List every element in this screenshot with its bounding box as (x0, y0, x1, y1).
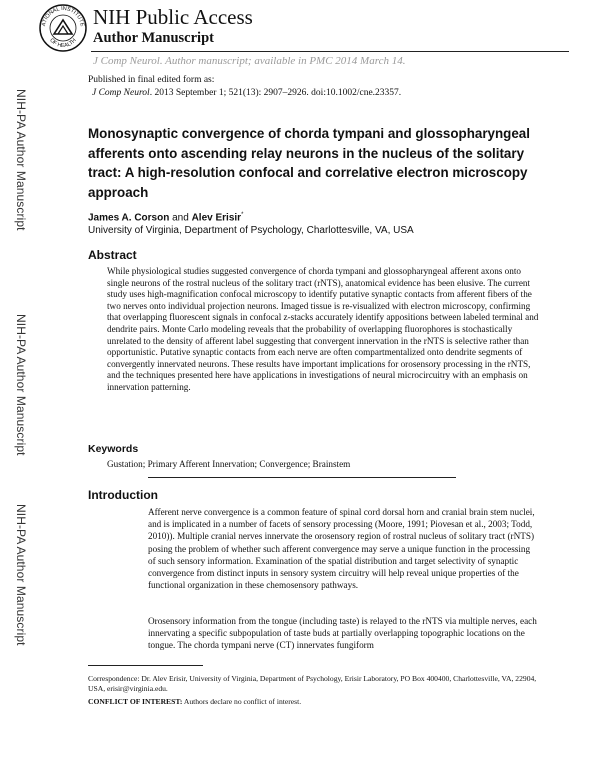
pubinfo-citation-text: . 2013 September 1; 521(13): 2907–2926. doi:10.1002/cne.23357. (149, 87, 402, 98)
intro-paragraph-2: Orosensory information from the tongue (including taste) is relayed to the rNTS via multiple nerves, each innervating a specific subpopulation of taste buds at partially overlapping topographic locations on the tongue. The chorda tympani nerve (CT) innervates fungiform (148, 616, 537, 651)
keywords-text: Gustation; Primary Afferent Innervation; Convergence; Brainstem (107, 459, 351, 469)
introduction-heading: Introduction (88, 488, 158, 502)
banner-divider (91, 51, 569, 52)
logo-ring-top: ATIONAL INSTITUTE (41, 5, 85, 27)
author-line (88, 212, 243, 223)
pubinfo-citation (88, 87, 401, 100)
sidebar-label-2: NIH-PA Author Manuscript (14, 314, 28, 456)
availability-note (93, 55, 405, 67)
corresponding-mark: * (241, 212, 244, 218)
footnote-divider (88, 665, 203, 666)
publication-info (88, 74, 401, 99)
nih-public-access-title: NIH Public Access (93, 5, 253, 29)
author-manuscript-label: Author Manuscript (93, 30, 214, 46)
author-corson: James A. Corson (88, 212, 170, 224)
sidebar-label-1: NIH-PA Author Manuscript (14, 89, 28, 231)
conflict-of-interest (88, 697, 301, 706)
svg-text:OF HEALTH (48, 38, 77, 49)
section-divider (148, 477, 456, 478)
sidebar-label-3: NIH-PA Author Manuscript (14, 504, 28, 646)
affiliation: University of Virginia, Department of Psychology, Charlottesville, VA, USA (88, 225, 414, 236)
availability-text: . Author manuscript; available in PMC 2014 March 14. (159, 55, 406, 67)
keywords-heading: Keywords (88, 443, 139, 455)
pubinfo-line1: Published in final edited form as: (88, 75, 215, 85)
availability-journal: J Comp Neurol (93, 55, 160, 67)
intro-paragraph-1: Afferent nerve convergence is a common feature of spinal cord dorsal horn and cranial brain stem nuclei, and is implicated in a number of facets of sensory processing (Moore, 1991; Piovesan et al., 2003; Todd, 2010)). Multiple cranial nerves innervate the orosensory region of rostral nucleus of solitary tract (rNTS) posing the problem of whether such afferent convergence may serve a unique function in the processing of such sensory information. Examination of the spatial distribution and target selectivity of synaptic convergence from distinct inputs in sensory system circuitry will help reveal unique properties of the functional organization in these chemosensory pathways. (148, 507, 535, 591)
logo-ring-bottom: OF HEALTH (48, 37, 78, 50)
article-title: Monosynaptic convergence of chorda tympani and glossopharyngeal afferents onto ascending relay neurons in the nucleus of the solitary tract: A high-resolution confocal and correlative electron microscopy approach (88, 126, 530, 200)
abstract-heading: Abstract (88, 248, 137, 262)
conflict-text: Authors declare no conflict of interest. (182, 697, 302, 706)
nih-logo-icon (38, 3, 88, 53)
abstract-text: While physiological studies suggested convergence of chorda tympani and glossopharyngeal afferent axons onto single neurons of the rostral nucleus of the solitary tract (rNTS), anatomical evidence has been elusive. The current study uses high-magnification confocal microscopy to identify putative synaptic contacts from afferent fibers of the two nerves onto individual projection neurons. Imaged tissue is re-visualized with electron microscopy, confirming that overlapping fluorescent signals in confocal z-stacks accurately identify appositions between labeled terminal and dendrite pairs. Monte Carlo modeling reveals that the probability of overlapping fluorophores is stochastically unrelated to the density of afferent label suggesting that convergent innervation in the rNTS is selective rather than opportunistic. Putative synaptic contacts from each nerve are often compartmentalized onto dendrite segments of convergently innervated neurons. These results have important implications for orosensory processing in the rNTS, and the techniques presented here have applications in investigations of neural microcircuitry with an emphasis on innervation patterning. (107, 266, 539, 392)
pubinfo-journal: J Comp Neurol (92, 87, 150, 98)
author-erisir: Alev Erisir (191, 212, 242, 224)
correspondence-note: Correspondence: Dr. Alev Erisir, University of Virginia, Department of Psychology, Erisir Laboratory, PO Box 400400, Charlottesville, VA, 22904, USA, erisir@virginia.edu. (88, 674, 537, 694)
conflict-label: CONFLICT OF INTEREST: (88, 697, 183, 706)
author-conjunction: and (172, 212, 189, 224)
